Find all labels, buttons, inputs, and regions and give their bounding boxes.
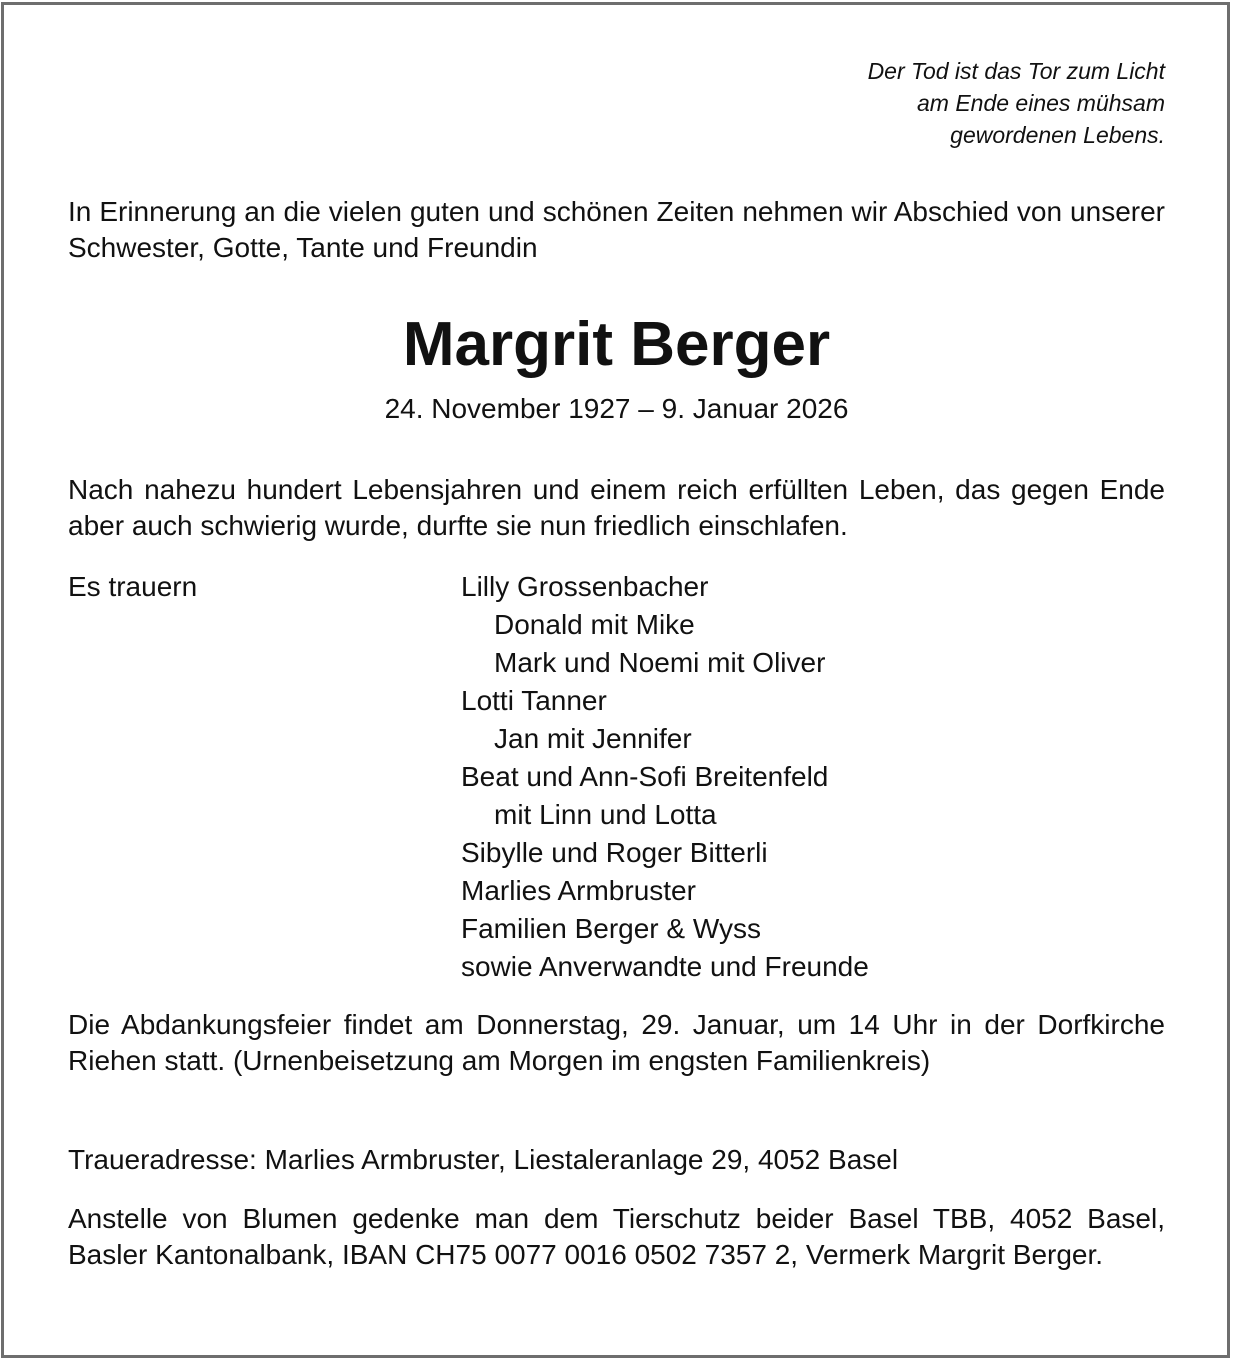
mourner-entry: Marlies Armbruster: [461, 875, 696, 906]
ceremony-text: Die Abdankungsfeier findet am Donnerstag, 29. Januar, um 14 Uhr in der Dorfkirche Riehen statt. (Urnenbeisetzung am Morgen im engsten Familienkreis): [68, 1009, 1165, 1076]
motto-line: gewordenen Lebens.: [950, 122, 1165, 148]
motto-line: am Ende eines mühsam: [916, 90, 1165, 116]
mourner-entry: sowie Anverwandte und Freunde: [461, 951, 869, 982]
deceased-name: Margrit Berger: [402, 310, 831, 379]
eulogy-text: Nach nahezu hundert Lebensjahren und einem reich erfüllten Leben, das gegen Ende aber auch schwierig wurde, durfte sie nun friedlich einschlafen.: [68, 474, 1165, 541]
motto-quote: [868, 55, 1165, 151]
mourners-list: [461, 568, 869, 986]
mourner-entry: Familien Berger & Wyss: [461, 913, 762, 944]
motto-line: Der Tod ist das Tor zum Licht: [867, 58, 1165, 84]
mourner-entry: Mark und Noemi mit Oliver: [494, 647, 826, 678]
mourners-label: Es trauern: [68, 571, 198, 602]
mourner-entry: mit Linn und Lotta: [494, 799, 717, 830]
donation-note: Anstelle von Blumen gedenke man dem Tierschutz beider Basel TBB, 4052 Basel, Basler Kantonalbank, IBAN CH75 0077 0016 0502 7357 2, Vermerk Margrit Berger.: [68, 1203, 1165, 1270]
mourning-address: Traueradresse: Marlies Armbruster, Liestaleranlage 29, 4052 Basel: [68, 1144, 899, 1175]
mourner-entry: Jan mit Jennifer: [494, 723, 692, 754]
mourner-entry: Donald mit Mike: [494, 609, 695, 640]
mourner-entry: Lilly Grossenbacher: [461, 571, 709, 602]
mourner-entry: Lotti Tanner: [461, 685, 607, 716]
intro-text: In Erinnerung an die vielen guten und schönen Zeiten nehmen wir Abschied von unserer Schwester, Gotte, Tante und Freundin: [68, 196, 1165, 263]
life-dates: 24. November 1927 – 9. Januar 2026: [384, 393, 849, 424]
mourner-entry: Beat und Ann-Sofi Breitenfeld: [461, 761, 829, 792]
mourner-entry: Sibylle und Roger Bitterli: [461, 837, 768, 868]
